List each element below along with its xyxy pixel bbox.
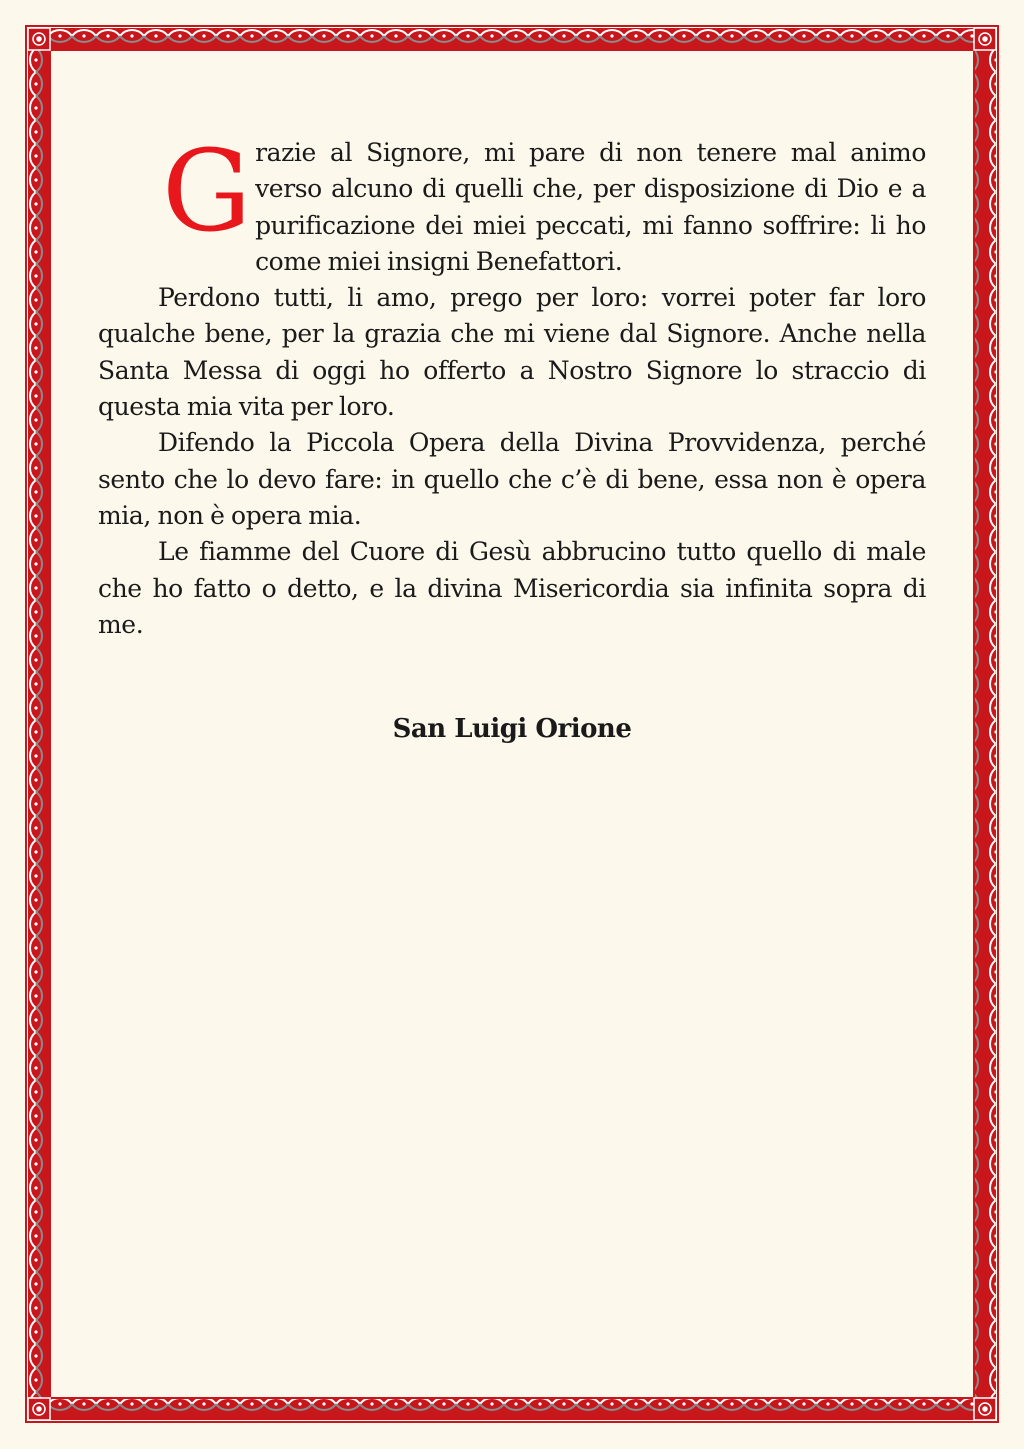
paragraph-3: Difendo la Piccola Opera della Divina Provvidenza, perché sento che lo devo fare: in quello che c’è di bene, essa non è opera mia, non è opera mia. (98, 428, 926, 530)
signature: San Luigi Orione (392, 714, 632, 744)
paragraph-1 (98, 127, 926, 280)
paragraph-1-text: razie al Signore, mi pare di non tenere mal animo verso alcuno di quelli che, per disposizione di Dio e a purificazione dei miei peccati, mi fanno soffrire: li ho come miei insigni Benefattori. (255, 138, 926, 276)
letter-body (98, 127, 926, 643)
paragraph-4: Le fiamme del Cuore di Gesù abbrucino tutto quello di male che ho fatto o detto, e la divina Misericordia sia infinita sopra di me. (98, 537, 926, 639)
drop-cap: G (162, 127, 252, 257)
paragraph-2: Perdono tutti, li amo, prego per loro: vorrei poter far loro qualche bene, per la grazia che mi viene dal Signore. Anche nella Santa Messa di oggi ho offerto a Nostro Signore lo straccio di questa mia vita per loro. (98, 283, 926, 422)
